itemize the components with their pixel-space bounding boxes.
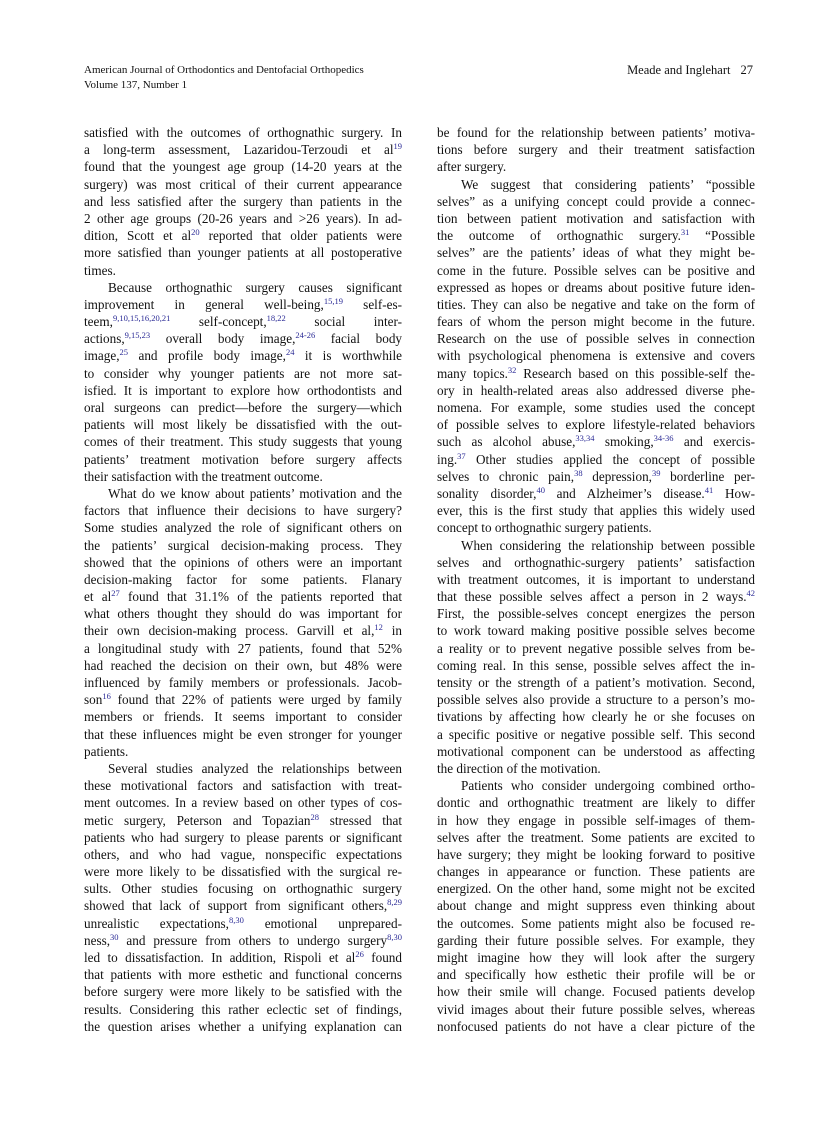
text-run: these motivational factors and satisfaction with treat- xyxy=(84,778,402,794)
text-line xyxy=(84,158,402,175)
text-run: in how they engage in possible self-images of them- xyxy=(437,812,755,828)
text-run: satisfied with the outcomes of orthognathic surgery. In xyxy=(84,125,402,140)
text-line xyxy=(437,176,755,193)
citation-link[interactable]: 38 xyxy=(574,467,583,478)
text-run: factors that influence their decisions to have surgery? xyxy=(84,503,402,519)
text-run: patients will most likely be dissatisfied with the out- xyxy=(84,417,402,433)
citation-link[interactable]: 31 xyxy=(680,227,690,238)
text-line xyxy=(437,777,755,794)
citation-link[interactable]: 15,19 xyxy=(323,295,343,306)
citation-link[interactable]: 33,34 xyxy=(575,433,595,444)
text-line xyxy=(84,760,402,777)
text-line xyxy=(437,485,755,502)
running-header-right xyxy=(627,63,753,78)
citation-link[interactable]: 28 xyxy=(310,811,319,822)
text-line xyxy=(84,640,402,657)
text-line xyxy=(437,382,755,399)
text-line xyxy=(437,279,755,296)
text-line xyxy=(84,244,402,261)
text-run: et al xyxy=(84,589,112,605)
text-run: a long-term assessment, Lazaridou-Terzoudi et al xyxy=(84,142,394,158)
text-run: 2 other age groups (20-26 years and >26 years). In ad- xyxy=(84,210,402,226)
text-line xyxy=(437,897,755,914)
text-line xyxy=(437,502,755,519)
text-line xyxy=(437,812,755,829)
text-line xyxy=(437,657,755,674)
text-run: come in the future. Possible selves can be positive and xyxy=(437,262,755,278)
text-run: reported that older patients were xyxy=(199,228,402,244)
text-line xyxy=(437,571,755,588)
text-run: expressed as hopes or dreams about positive future iden- xyxy=(437,279,755,295)
text-run: to consider why younger patients are not more sat- xyxy=(84,365,402,381)
text-line xyxy=(84,210,402,227)
text-run: decision-making factor for some patients. Flanary xyxy=(84,571,402,587)
text-line xyxy=(84,227,402,244)
text-run: comes of their treatment. This study suggests that young xyxy=(84,434,402,450)
citation-link[interactable]: 9,10,15,16,20,21 xyxy=(112,313,171,324)
text-line xyxy=(437,983,755,1000)
text-run: selves to chronic pain, xyxy=(437,468,575,484)
text-run: self-concept, xyxy=(170,314,267,330)
text-run: times. xyxy=(84,262,116,278)
text-line xyxy=(84,622,402,639)
text-run: metic surgery, Peterson and Topazian xyxy=(84,812,311,828)
text-run: ing. xyxy=(437,451,458,467)
text-line xyxy=(437,949,755,966)
text-run: patients who had surgery to please parents or significant xyxy=(84,829,402,845)
citation-link[interactable]: 8,30 xyxy=(387,931,402,942)
text-run: a longitudinal study with 27 patients, found that 52% xyxy=(84,640,402,656)
text-line xyxy=(84,365,402,382)
text-line xyxy=(84,846,402,863)
text-run: Research on the use of possible selves in connection xyxy=(437,331,755,347)
citation-link[interactable]: 8,29 xyxy=(387,897,402,908)
running-header-left xyxy=(84,63,364,93)
text-line xyxy=(437,158,755,175)
text-run: results. Considering this rather eclectic set of findings, xyxy=(84,1001,402,1017)
text-run: found that 31.1% of the patients reported that xyxy=(119,589,402,605)
text-line xyxy=(437,451,755,468)
text-line xyxy=(84,915,402,932)
text-run: isfied. It is important to explore how orthodontists and xyxy=(84,382,402,398)
text-run: more satisfied than younger patients at all postoperative xyxy=(84,245,402,261)
text-line xyxy=(84,193,402,210)
text-run: Other studies applied the concept of possible xyxy=(465,451,755,467)
text-run: tivations by affecting how clearly he or she focuses on xyxy=(437,709,755,725)
text-run: after surgery. xyxy=(437,159,507,175)
text-run: and exercis- xyxy=(673,434,755,450)
text-run: and Alzheimer’s disease. xyxy=(544,485,705,501)
text-run: that these influences might be even stronger for younger xyxy=(84,726,402,742)
text-line xyxy=(437,399,755,416)
citation-link[interactable]: 24-26 xyxy=(295,330,316,341)
text-run: such as alcohol abuse, xyxy=(437,434,576,450)
text-line xyxy=(84,605,402,622)
text-run: stressed that xyxy=(318,812,403,828)
text-run: nonfocused patients do not have a clear picture of the xyxy=(437,1018,755,1034)
journal-title: American Journal of Orthodontics and Dentofacial Orthopedics xyxy=(84,64,364,76)
text-run: borderline per- xyxy=(660,468,755,484)
text-line xyxy=(437,537,755,554)
text-run: surgery) was most critical of their current appearance xyxy=(84,176,402,192)
text-line xyxy=(437,622,755,639)
text-line xyxy=(84,777,402,794)
text-line xyxy=(84,416,402,433)
text-run: ory in health-related areas also addressed diverse phe- xyxy=(437,382,755,398)
text-line xyxy=(437,829,755,846)
text-line xyxy=(84,451,402,468)
text-line xyxy=(84,571,402,588)
text-line xyxy=(437,124,755,141)
text-run: with psychological phenomena is extensive and covers xyxy=(437,348,755,364)
text-run: smoking, xyxy=(594,434,654,450)
text-line xyxy=(84,485,402,502)
text-run: led to dissatisfaction. In addition, Rispoli et al xyxy=(84,950,356,965)
text-run: tensity or the strength of a patient’s motivation. Second, xyxy=(437,675,755,690)
text-run: patients. xyxy=(84,743,129,759)
text-line xyxy=(437,416,755,433)
text-run: be found for the relationship between patients’ motiva- xyxy=(437,125,755,140)
text-run: vivid images about their future possible selves, whereas xyxy=(437,1001,755,1017)
paragraph xyxy=(437,537,755,778)
text-line xyxy=(437,863,755,880)
text-line xyxy=(84,502,402,519)
text-line xyxy=(84,829,402,846)
text-run: actions, xyxy=(84,331,125,347)
citation-link[interactable]: 18,22 xyxy=(266,313,286,324)
text-run: First, the possible-selves concept energizes the person xyxy=(437,606,755,622)
text-line xyxy=(437,915,755,932)
text-run: and profile body image, xyxy=(128,348,286,364)
text-run: facial body xyxy=(315,331,403,347)
text-line xyxy=(437,519,755,536)
text-run: “Possible xyxy=(689,228,755,244)
text-run: depression, xyxy=(582,468,652,484)
text-run: others, and who had vague, nonspecific expectations xyxy=(84,846,402,862)
text-line xyxy=(84,657,402,674)
text-run: motivational component can be understood as affecting xyxy=(437,743,755,759)
text-run: showed that lack of support from significant others, xyxy=(84,898,388,914)
text-line xyxy=(84,313,402,330)
text-line xyxy=(84,674,402,691)
text-line xyxy=(84,330,402,347)
text-run: and less satisfied after the surgery than patients in the xyxy=(84,193,402,209)
text-run: selves and orthognathic-surgery patients’ satisfaction xyxy=(437,554,755,570)
text-line xyxy=(84,537,402,554)
text-run: members or friends. It seems important to consider xyxy=(84,709,402,725)
text-line xyxy=(437,141,755,158)
citation-link[interactable]: 37 xyxy=(457,450,466,461)
text-run: the patients’ surgical decision-making process. They xyxy=(84,537,402,553)
text-run: unrealistic expectations, xyxy=(84,915,229,931)
text-run: What do we know about patients’ motivation and the xyxy=(108,485,402,501)
text-line xyxy=(437,605,755,622)
article-authors: Meade and Inglehart xyxy=(627,63,731,77)
text-run: When considering the relationship between possible xyxy=(461,537,755,553)
text-run: Some studies analyzed the role of significant others on xyxy=(84,520,402,536)
text-run: tions before surgery and their treatment satisfaction xyxy=(437,142,755,158)
text-run: emotional unprepared- xyxy=(243,915,402,931)
text-line xyxy=(437,708,755,725)
text-run: sults. Other studies focusing on orthognathic surgery xyxy=(84,881,402,897)
text-run: selves” as a unifying concept could provide a connec- xyxy=(437,193,755,209)
text-run: improvement in general well-being, xyxy=(84,296,324,312)
text-run: that patients with more esthetic and functional concerns xyxy=(84,967,402,983)
text-line xyxy=(437,468,755,485)
text-run: many topics. xyxy=(437,365,508,381)
text-line xyxy=(84,468,402,485)
citation-link[interactable]: 27 xyxy=(111,588,120,599)
text-line xyxy=(84,519,402,536)
text-line xyxy=(84,743,402,760)
text-run: image, xyxy=(84,348,120,364)
text-column-right xyxy=(437,124,755,1035)
text-line xyxy=(437,227,755,244)
text-run: patients’ treatment motivation before surgery affects xyxy=(84,451,402,467)
text-line xyxy=(437,330,755,347)
text-run: We suggest that considering patients’ “possible xyxy=(461,176,755,192)
text-run: found that the youngest age group (14-20 years at the xyxy=(84,159,402,175)
paragraph xyxy=(437,176,755,537)
text-line xyxy=(84,949,402,966)
text-run: social inter- xyxy=(285,314,402,330)
text-run: found xyxy=(363,950,402,965)
text-line xyxy=(437,262,755,279)
text-run: about change and might suppress even thinking about xyxy=(437,898,755,914)
text-line xyxy=(437,313,755,330)
citation-link[interactable]: 16 xyxy=(102,691,111,702)
citation-link[interactable]: 20 xyxy=(191,227,200,238)
text-run: selves after the treatment. Some patients are excited to xyxy=(437,829,755,845)
citation-link[interactable]: 24 xyxy=(285,347,295,358)
text-line xyxy=(84,382,402,399)
text-line xyxy=(437,743,755,760)
text-run: were more likely to be dissatisfied with the surgical re- xyxy=(84,864,402,880)
text-line xyxy=(437,588,755,605)
text-run: ness, xyxy=(84,932,111,948)
paragraph xyxy=(437,124,755,176)
text-line xyxy=(84,983,402,1000)
citation-link[interactable]: 12 xyxy=(374,622,383,633)
text-run: son xyxy=(84,692,103,708)
text-run: nomena. For example, some studies used the concept xyxy=(437,400,755,415)
journal-volume: Volume 137, Number 1 xyxy=(84,79,188,91)
text-run: teem, xyxy=(84,314,113,330)
text-line xyxy=(84,124,402,141)
text-line xyxy=(84,141,402,158)
text-line xyxy=(84,588,402,605)
text-run: garding their future possible selves. For example, they xyxy=(437,932,755,948)
text-line xyxy=(84,932,402,949)
text-line xyxy=(84,1018,402,1035)
text-line xyxy=(437,1001,755,1018)
text-run: ever, this is the first study that applies this widely used xyxy=(437,503,755,519)
text-run: fears of whom the person might become in the future. xyxy=(437,314,755,330)
text-run: might imagine how they will look after the surgery xyxy=(437,950,755,965)
text-column-left xyxy=(84,124,402,1035)
citation-link[interactable]: 42 xyxy=(746,588,755,599)
citation-link[interactable]: 8,30 xyxy=(228,914,244,925)
text-run: how their smile will change. Focused patients develop xyxy=(437,984,755,1000)
text-line xyxy=(437,880,755,897)
text-run: oral surgeons can predict—before the surgery—which xyxy=(84,400,402,415)
text-run: showed that the opinions of others were an important xyxy=(84,554,402,570)
text-line xyxy=(84,347,402,364)
text-line xyxy=(84,708,402,725)
text-run: of possible selves to explore lifestyle-related behaviors xyxy=(437,417,755,433)
text-run: to work toward making positive possible selves become xyxy=(437,623,755,639)
text-line xyxy=(84,794,402,811)
text-run: concept to orthognathic surgery patients. xyxy=(437,520,652,536)
text-run: overall body image, xyxy=(150,331,296,347)
paragraph xyxy=(437,777,755,1035)
text-run: ment outcomes. In a review based on other types of cos- xyxy=(84,795,402,811)
citation-link[interactable]: 41 xyxy=(704,484,714,495)
text-run: tion between patient motivation and satisfaction with xyxy=(437,210,755,226)
text-run: and pressure from others to undergo surgery xyxy=(118,932,388,948)
citation-link[interactable]: 32 xyxy=(507,364,517,375)
text-line xyxy=(437,932,755,949)
text-line xyxy=(437,846,755,863)
text-line xyxy=(437,640,755,657)
citation-link[interactable]: 9,15,23 xyxy=(124,330,151,341)
text-run: it is worthwhile xyxy=(294,348,402,364)
text-run: tities. They can also be negative and take on the form of xyxy=(437,296,755,312)
text-run: energized. On the other hand, some might not be excited xyxy=(437,881,755,897)
citation-link[interactable]: 19 xyxy=(393,141,402,152)
text-line xyxy=(84,176,402,193)
text-line xyxy=(84,812,402,829)
text-line xyxy=(84,1001,402,1018)
paragraph xyxy=(84,760,402,1035)
text-line xyxy=(437,794,755,811)
text-run: dition, Scott et al xyxy=(84,228,192,244)
text-line xyxy=(437,347,755,364)
text-run: the direction of the motivation. xyxy=(437,760,601,776)
text-line xyxy=(437,433,755,450)
text-line xyxy=(84,433,402,450)
text-run: How- xyxy=(713,485,755,501)
text-run: a specific positive or negative possible self. This second xyxy=(437,726,755,742)
text-run: the question arises whether a unifying explanation can xyxy=(84,1018,402,1034)
text-line xyxy=(84,554,402,571)
text-line xyxy=(84,897,402,914)
citation-link[interactable]: 25 xyxy=(119,347,129,358)
text-line xyxy=(437,244,755,261)
text-line xyxy=(84,966,402,983)
citation-link[interactable]: 26 xyxy=(355,949,364,959)
text-line xyxy=(84,262,402,279)
text-run: changes in appearance or function. These patients are xyxy=(437,864,755,880)
text-line xyxy=(437,554,755,571)
text-line xyxy=(84,296,402,313)
text-line xyxy=(84,691,402,708)
text-line xyxy=(437,210,755,227)
text-run: in xyxy=(382,623,402,639)
citation-link[interactable]: 39 xyxy=(651,467,661,478)
citation-link[interactable]: 30 xyxy=(110,931,119,942)
text-run: the outcome of orthognathic surgery. xyxy=(437,228,681,244)
text-line xyxy=(437,966,755,983)
text-line xyxy=(84,880,402,897)
text-line xyxy=(437,691,755,708)
text-run: that these possible selves affect a person in 2 ways. xyxy=(437,589,747,605)
text-run: influenced by family members or professionals. Jacob- xyxy=(84,675,402,690)
text-line xyxy=(84,399,402,416)
text-line xyxy=(437,296,755,313)
text-line xyxy=(437,1018,755,1035)
text-run: the outcomes. Some patients might also be focused re- xyxy=(437,915,755,931)
text-run: their satisfaction with the treatment outcome. xyxy=(84,468,323,484)
text-line xyxy=(437,365,755,382)
text-line xyxy=(84,863,402,880)
text-run: coming real. In this sense, possible selves affect the in- xyxy=(437,657,755,673)
text-line xyxy=(437,674,755,691)
text-line xyxy=(437,726,755,743)
text-run: selves” are the patients’ ideas of what they might be- xyxy=(437,245,755,261)
text-run: Because orthognathic surgery causes significant xyxy=(108,279,402,295)
text-line xyxy=(84,279,402,296)
page-number: 27 xyxy=(740,63,753,77)
text-run: found that 22% of patients were urged by family xyxy=(110,692,402,708)
text-run: with treatment outcomes, it is important to understand xyxy=(437,571,755,587)
text-line xyxy=(84,726,402,743)
text-run: Several studies analyzed the relationships between xyxy=(108,760,402,776)
text-run: dontic and orthognathic treatment are likely to differ xyxy=(437,795,755,811)
text-run: have surgery; they might be looking forward to positive xyxy=(437,846,755,862)
paragraph xyxy=(84,279,402,485)
text-run: their own decision-making process. Garvill et al, xyxy=(84,623,375,639)
text-line xyxy=(437,193,755,210)
text-run: what others thought they should do was important for xyxy=(84,606,402,622)
text-run: self-es- xyxy=(342,296,402,312)
citation-link[interactable]: 34-36 xyxy=(653,433,674,444)
text-run: Research based on this possible-self the- xyxy=(516,365,755,381)
paragraph xyxy=(84,485,402,760)
text-run: Patients who consider undergoing combined ortho- xyxy=(461,778,755,794)
text-run: before surgery were more likely to be satisfied with the xyxy=(84,984,402,1000)
text-run: and specifically how esthetic their profile will be or xyxy=(437,967,755,983)
text-run: had reached the decision on their own, but 48% were xyxy=(84,657,402,673)
text-run: possible selves also provide a structure to a person’s mo- xyxy=(437,692,755,708)
text-run: a reality or to prevent negative possible selves from be- xyxy=(437,640,755,656)
paragraph xyxy=(84,124,402,279)
citation-link[interactable]: 40 xyxy=(536,484,545,495)
text-line xyxy=(437,760,755,777)
text-run: sonality disorder, xyxy=(437,485,537,501)
